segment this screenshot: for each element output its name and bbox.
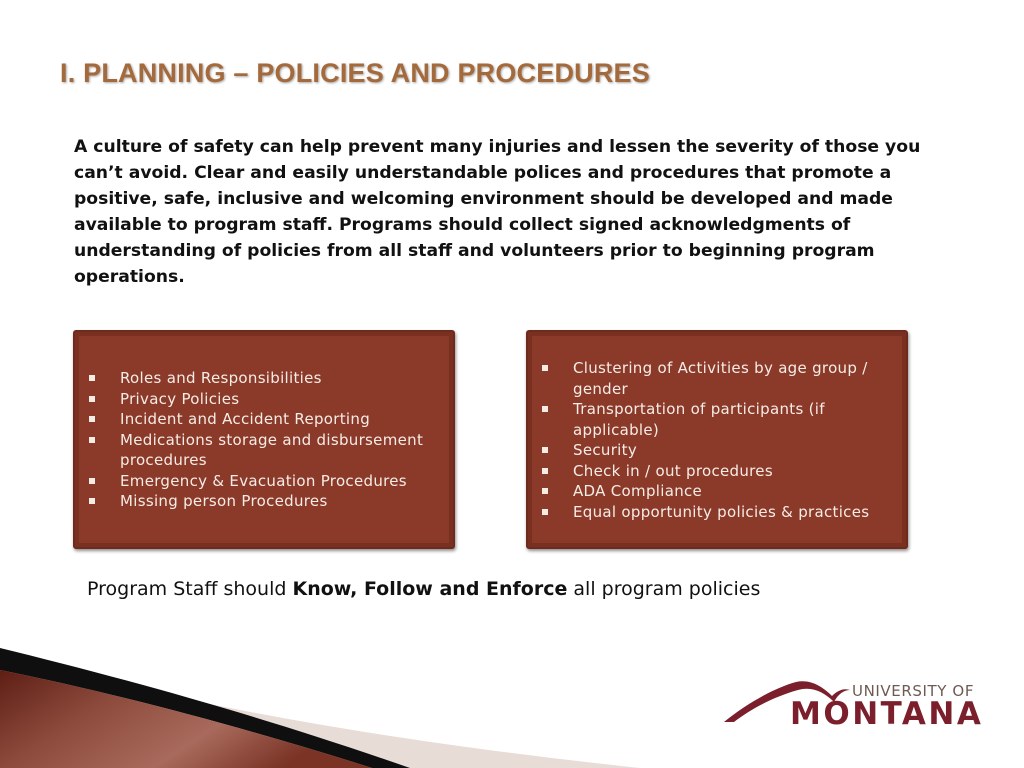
list-item: Equal opportunity policies & practices (573, 502, 896, 523)
square-bullet-icon (542, 447, 548, 453)
list-item: Privacy Policies (120, 389, 443, 410)
logo-line-montana: MONTANA (790, 696, 984, 732)
policies-list-left (75, 368, 453, 512)
square-bullet-icon (542, 406, 548, 412)
square-bullet-icon (89, 498, 95, 504)
square-bullet-icon (89, 478, 95, 484)
logo-line-university: UNIVERSITY OF (852, 682, 975, 700)
list-item: Transportation of participants (if applicable) (573, 399, 896, 440)
square-bullet-icon (542, 365, 548, 371)
list-item: Check in / out procedures (573, 461, 896, 482)
staff-policy-statement: Program Staff should Know, Follow and Enforce all program policies (87, 578, 761, 600)
square-bullet-icon (89, 416, 95, 422)
policies-box-left (73, 330, 455, 549)
list-item: Clustering of Activities by age group / gender (573, 358, 896, 399)
list-item: Incident and Accident Reporting (120, 409, 443, 430)
policies-list-right (528, 358, 906, 522)
decorative-swoosh (0, 640, 640, 768)
list-item: Medications storage and disbursement procedures (120, 430, 443, 471)
list-item: Missing person Procedures (120, 491, 443, 512)
square-bullet-icon (89, 437, 95, 443)
list-item: ADA Compliance (573, 481, 896, 502)
policies-box-right (526, 330, 908, 549)
list-item: Security (573, 440, 896, 461)
square-bullet-icon (542, 509, 548, 515)
square-bullet-icon (89, 375, 95, 381)
intro-paragraph: A culture of safety can help prevent many injuries and lessen the severity of those you can’t avoid. Clear and easily understandable polices and procedures that promote a positive, safe, inclusive and welcoming environment should be developed and made available to program staff. Programs should collect signed acknowledgments of understanding of policies from all staff and volunteers prior to beginning program operations. (74, 137, 921, 287)
emphasis-text: Know, Follow and Enforce (292, 578, 568, 600)
list-item: Emergency & Evacuation Procedures (120, 471, 443, 492)
square-bullet-icon (89, 396, 95, 402)
list-item: Roles and Responsibilities (120, 368, 443, 389)
slide-title: I. PLANNING – POLICIES AND PROCEDURES (60, 58, 650, 88)
square-bullet-icon (542, 468, 548, 474)
university-logo (724, 674, 989, 734)
square-bullet-icon (542, 488, 548, 494)
